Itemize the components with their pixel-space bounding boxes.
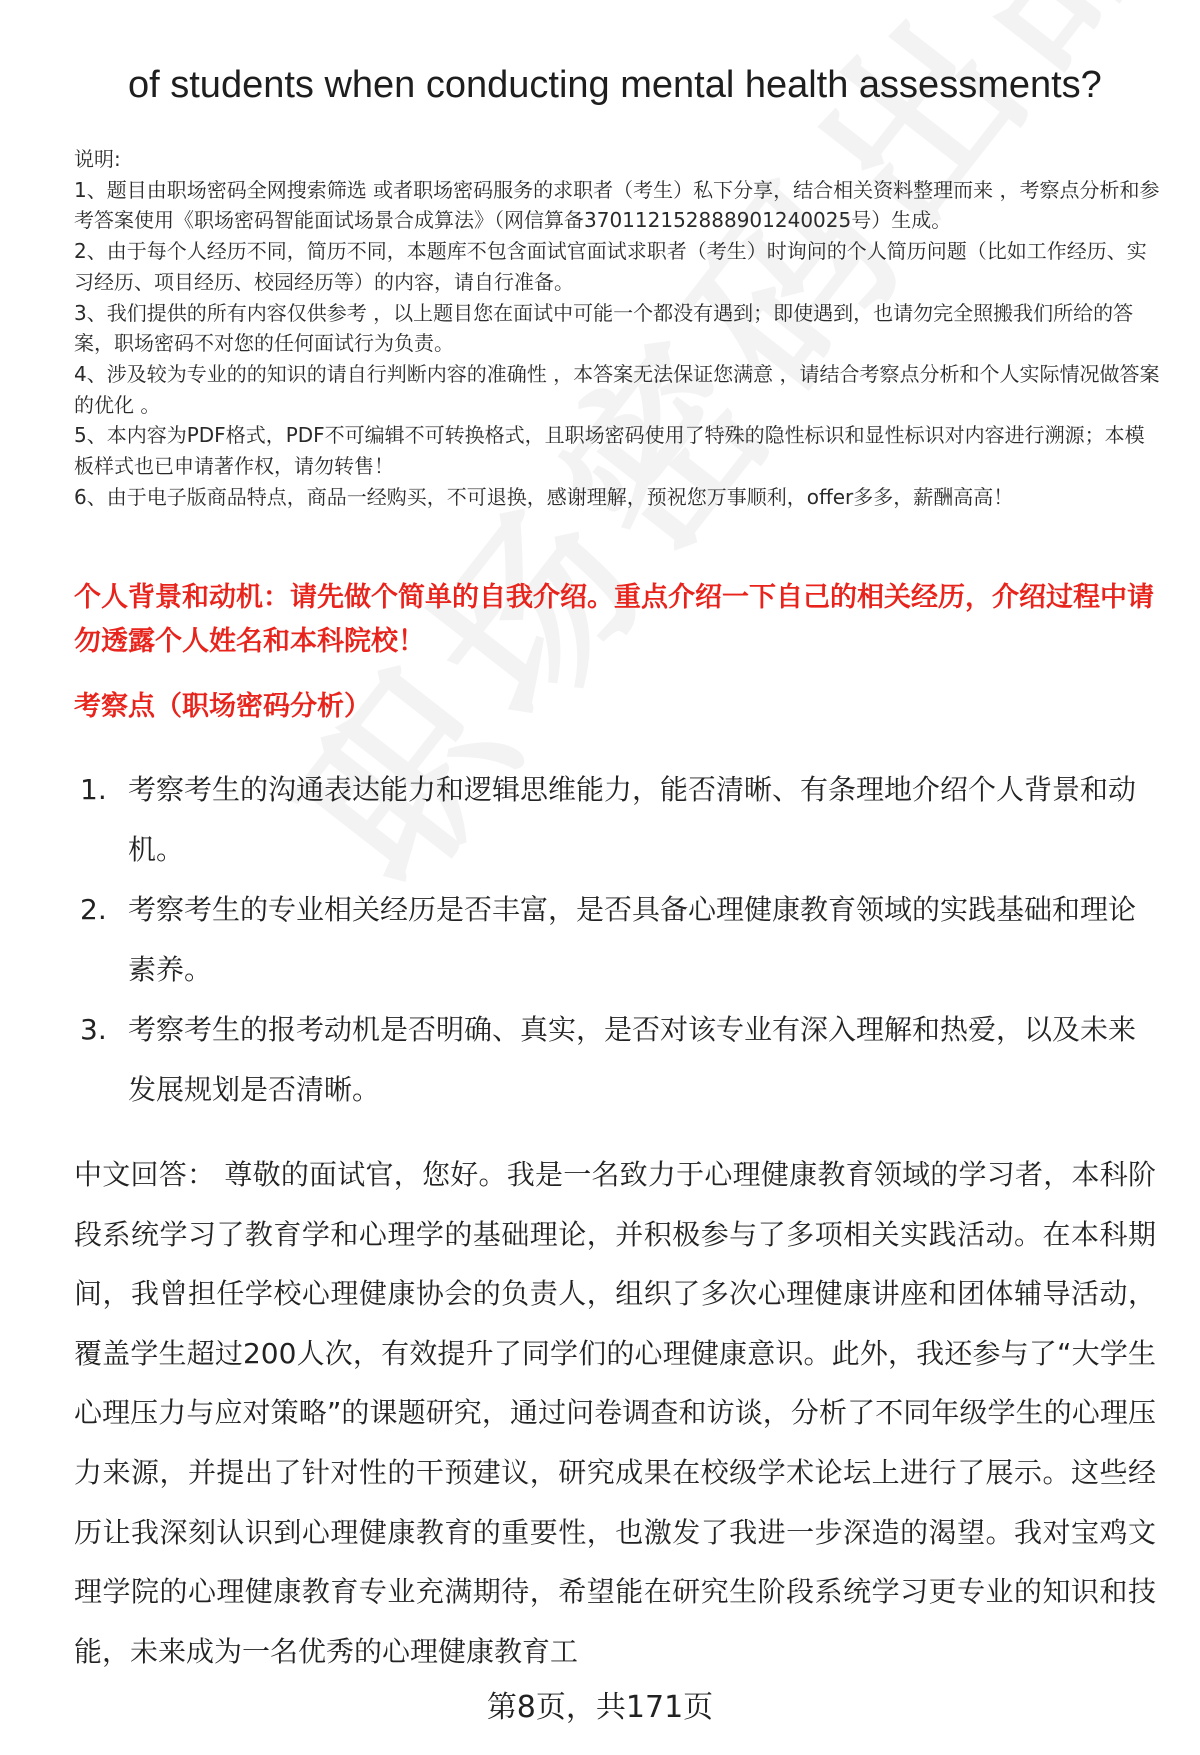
key-point-number: 1. — [80, 773, 107, 806]
note-item: 3、我们提供的所有内容仅供参考 ，以上题目您在面试中可能一个都没有遇到；即使遇到，也请勿完全照搬我们所给的答案，职场密码不对您的任何面试行为负责。 — [74, 300, 1134, 356]
answer-label: 中文回答： — [74, 1158, 216, 1191]
key-points-list — [80, 760, 1160, 1120]
note-item: 4、涉及较为专业的的知识的请自行判断内容的准确性 ，本答案无法保证您满意 ，请结合考察点分析和个人实际情况做答案的优化 。 — [74, 361, 1160, 417]
key-point-text: 考察考生的沟通表达能力和逻辑思维能力，能否清晰、有条理地介绍个人背景和动机。 — [128, 773, 1137, 866]
notes-section — [74, 144, 1164, 512]
note-item: 2、由于每个人经历不同，简历不同，本题库不包含面试官面试求职者（考生）时询问的个人简历问题（比如工作经历、实习经历、项目经历、校园经历等）的内容，请自行准备。 — [74, 239, 1147, 294]
question-tail-text: of students when conducting mental health assessments? — [128, 64, 1102, 106]
key-point-text: 考察考生的专业相关经历是否丰富，是否具备心理健康教育领域的实践基础和理论素养。 — [128, 893, 1137, 986]
key-point-text: 考察考生的报考动机是否明确、真实，是否对该专业有深入理解和热爱，以及未来发展规划是否清晰。 — [128, 1013, 1137, 1106]
key-point-item — [80, 880, 1160, 1000]
key-point-number: 3. — [80, 1013, 107, 1046]
answer-paragraph — [74, 1145, 1156, 1681]
note-item: 6、由于电子版商品特点，商品一经购买，不可退换，感谢理解，预祝您万事顺利，offer多多，薪酬高高！ — [74, 484, 1014, 509]
question-heading: 个人背景和动机：请先做个简单的自我介绍。重点介绍一下自己的相关经历，介绍过程中请勿透露个人姓名和本科院校！ — [74, 582, 1154, 657]
page-number: 第8页，共171页 — [486, 1690, 714, 1725]
key-points-heading: 考察点（职场密码分析） — [74, 691, 371, 722]
key-point-item — [80, 1000, 1160, 1120]
answer-text: 尊敬的面试官，您好。我是一名致力于心理健康教育领域的学习者，本科阶段系统学习了教育学和心理学的基础理论，并积极参与了多项相关实践活动。在本科期间，我曾担任学校心理健康协会的负责人，组织了多次心理健康讲座和团体辅导活动，覆盖学生超过200人次，有效提升了同学们的心理健康意识。此外，我还参与了“大学生心理压力与应对策略”的课题研究，通过问卷调查和访谈，分析了不同年级学生的心理压力来源，并提出了针对性的干预建议，研究成果在校级学术论坛上进行了展示。这些经历让我深刻认识到心理健康教育的重要性，也激发了我进一步深造的渴望。我对宝鸡文理学院的心理健康教育专业充满期待，希望能在研究生阶段系统学习更专业的知识和技能，未来成为一名优秀的心理健康教育工 — [74, 1158, 1156, 1668]
key-point-item — [80, 760, 1160, 880]
note-item: 1、题目由职场密码全网搜索筛选 或者职场密码服务的求职者（考生）私下分享，结合相关资料整理而来 ，考察点分析和参考答案使用《职场密码智能面试场景合成算法》（网信算备370112152888901240025号）生成。 — [74, 177, 1160, 233]
note-item: 5、本内容为PDF格式，PDF不可编辑不可转换格式，且职场密码使用了特殊的隐性标识和显性标识对内容进行溯源；本模板样式也已申请著作权，请勿转售！ — [74, 423, 1145, 479]
notes-title: 说明: — [74, 147, 121, 171]
key-point-number: 2. — [80, 893, 107, 926]
